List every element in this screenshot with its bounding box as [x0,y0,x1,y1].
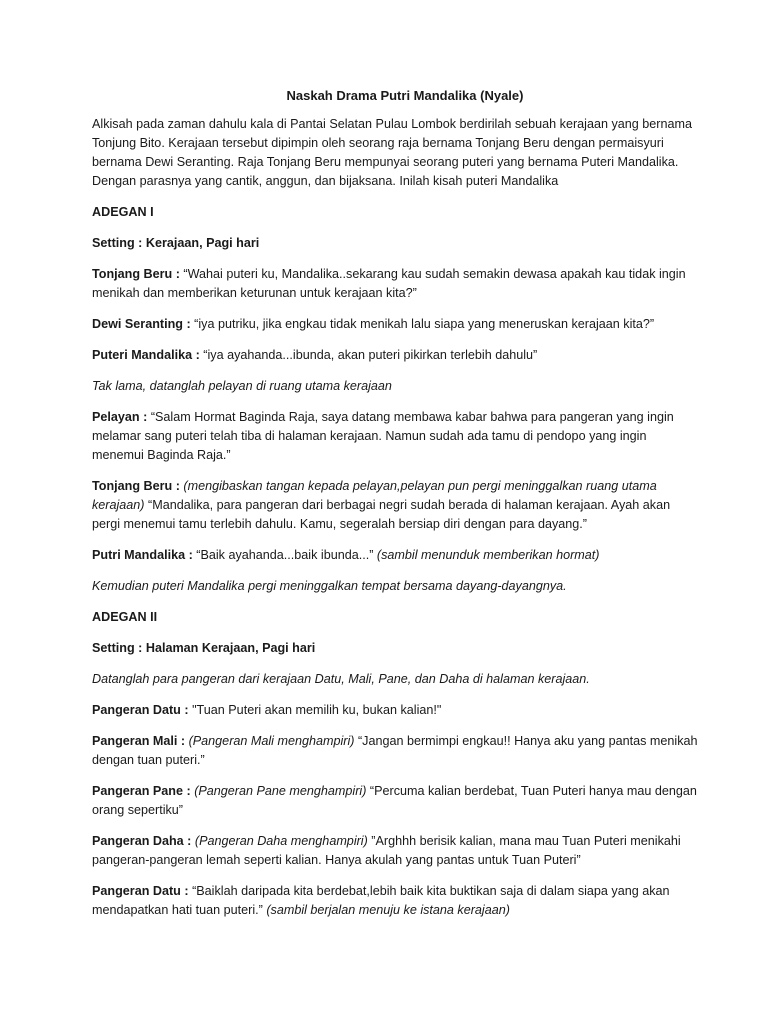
dialogue-text: ”Arghhh berisik kalian, mana mau Tuan Puteri menikahi pangeran-pangeran lemah seperti kalian. Hanya akulah yang pantas untuk Tuan Puteri” [92,834,681,867]
stage-direction: (mengibaskan tangan kepada pelayan,pelayan pun pergi meninggalkan ruang utama kerajaan) [92,479,657,512]
dialogue-text: “iya ayahanda...ibunda, akan puteri pikirkan terlebih dahulu” [203,348,538,362]
dialogue-line [92,832,698,870]
dialogue-line [92,782,698,820]
intro-paragraph: Alkisah pada zaman dahulu kala di Pantai Selatan Pulau Lombok berdirilah sebuah kerajaan yang bernama Tonjung Bito. Kerajaan tersebut dipimpin oleh seorang raja bernama Tonjang Beru dengan permaisyuri bernama Dewi Seranting. Raja Tonjang Beru mempunyai seorang puteri yang bernama Puteri Mandalika. Dengan parasnya yang cantik, anggun, dan bijaksana. Inilah kisah puteri Mandalika [92,117,692,188]
narration: Kemudian puteri Mandalika pergi meninggalkan tempat bersama dayang-dayangnya. [92,579,567,593]
scene-setting: Setting : Kerajaan, Pagi hari [92,236,260,250]
document-title: Naskah Drama Putri Mandalika (Nyale) [286,88,524,103]
dialogue-line [92,477,698,534]
dialogue-line [92,408,698,465]
dialogue-text: “Wahai puteri ku, Mandalika..sekarang kau sudah semakin dewasa apakah kau tidak ingin menikah dan memberikan keturunan untuk kerajaan kita?” [92,267,686,300]
speaker-name: Pangeran Daha : [92,834,195,848]
dialogue-text: “Percuma kalian berdebat, Tuan Puteri hanya mau dengan orang sepertiku” [92,784,697,817]
narration: Datanglah para pangeran dari kerajaan Datu, Mali, Pane, dan Daha di halaman kerajaan. [92,672,590,686]
stage-direction: (Pangeran Mali menghampiri) [188,734,355,748]
speaker-name: Pelayan : [92,410,151,424]
stage-direction: (Pangeran Pane menghampiri) [194,784,367,798]
speaker-name: Puteri Mandalika : [92,348,204,362]
scene-heading: ADEGAN I [92,205,154,219]
dialogue-text: “iya putriku, jika engkau tidak menikah lalu siapa yang meneruskan kerajaan kita?” [194,317,655,331]
narration: Tak lama, datanglah pelayan di ruang utama kerajaan [92,379,392,393]
dialogue-text: “Salam Hormat Baginda Raja, saya datang membawa kabar bahwa para pangeran yang ingin melamar sang puteri telah tiba di halaman kerajaan. Namun sudah ada tamu di pendopo yang ingin menemui Baginda Raja.” [92,410,674,462]
dialogue-text: “Jangan bermimpi engkau!! Hanya aku yang pantas menikah dengan tuan puteri.” [92,734,698,767]
speaker-name: Putri Mandalika : [92,548,197,562]
dialogue-line [92,546,698,565]
speaker-name: Pangeran Datu : [92,703,193,717]
stage-direction: (Pangeran Daha menghampiri) [194,834,368,848]
stage-direction: (sambil berjalan menuju ke istana kerajaan) [266,903,510,917]
stage-direction: (sambil menunduk memberikan hormat) [376,548,600,562]
speaker-name: Dewi Seranting : [92,317,195,331]
speaker-name: Pangeran Mali : [92,734,189,748]
scene-setting: Setting : Halaman Kerajaan, Pagi hari [92,641,316,655]
speaker-name: Pangeran Pane : [92,784,195,798]
dialogue-line [92,315,698,334]
dialogue-line [92,882,698,920]
dialogue-line [92,265,698,303]
speaker-name: Pangeran Datu : [92,884,193,898]
dialogue-line [92,346,698,365]
scene-heading: ADEGAN II [92,610,158,624]
dialogue-text: “Baik ayahanda...baik ibunda...” [196,548,377,562]
speaker-name: Tonjang Beru : [92,267,184,281]
dialogue-text: “Mandalika, para pangeran dari berbagai negri sudah berada di halaman kerajaan. Ayah akan pergi menemui tamu terlebih dahulu. Kamu, segeralah bersiap diri dengan para dayang.” [92,498,671,531]
dialogue-text: “Baiklah daripada kita berdebat,lebih baik kita buktikan saja di dalam siapa yang akan mendapatkan hati tuan puteri.” [92,884,670,917]
dialogue-line [92,701,698,720]
dialogue-line [92,732,698,770]
speaker-name: Tonjang Beru : [92,479,184,493]
dialogue-text: "Tuan Puteri akan memilih ku, bukan kalian!" [192,703,442,717]
